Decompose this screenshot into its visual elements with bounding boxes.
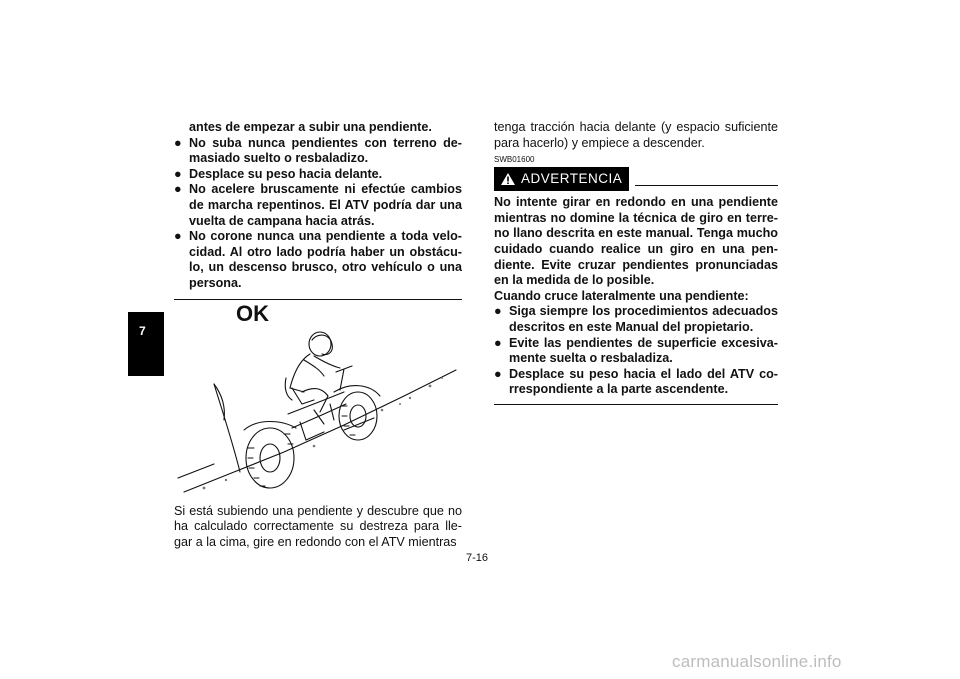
warning-end-rule bbox=[494, 404, 778, 405]
atv-rider-drawing bbox=[174, 300, 462, 498]
warning-header-line bbox=[635, 185, 778, 186]
bullet-icon: ● bbox=[174, 182, 182, 197]
warning-code: SWB01600 bbox=[494, 155, 535, 165]
left-column bbox=[174, 120, 462, 550]
list-item: ● Desplace su peso hacia delante. bbox=[174, 166, 383, 181]
list-item: ● No corone nunca una pendiente a toda velo-cidad. Al otro lado podría haber un obstácu-lo, un descenso brusco, otro vehículo o una persona. bbox=[174, 229, 462, 290]
bullet-icon: ● bbox=[174, 135, 182, 150]
intro-line: antes de empezar a subir una pendiente. bbox=[189, 120, 432, 134]
left-paragraph: Si está subiendo una pendiente y descubre que no ha calculado correctamente su destreza para lle-gar a la cima, gire en redondo con el ATV mientras bbox=[174, 503, 462, 549]
chapter-number: 7 bbox=[139, 324, 146, 338]
warning-icon bbox=[500, 172, 516, 186]
bullet-icon: ● bbox=[174, 229, 182, 244]
list-item: ● No acelere bruscamente ni efectúe cambios de marcha repentinos. El ATV podría dar una vuelta de campana hacia atrás. bbox=[174, 182, 462, 228]
illustration-label: OK bbox=[236, 300, 269, 326]
warning-label: ADVERTENCIA bbox=[521, 171, 623, 187]
bullet-icon: ● bbox=[174, 166, 182, 181]
list-item: ● Siga siempre los procedimientos adecuados descritos en este Manual del propietario. bbox=[494, 304, 778, 334]
warning-text: No intente girar en redondo en una pendiente mientras no domine la técnica de giro en terre-no llano descrita en este manual. Tenga mucho cuidado cuando realice un giro en una pen-diente. Evite cruzar pendientes pronunciadas en la medida de lo posible. bbox=[494, 195, 778, 288]
chapter-tab bbox=[128, 312, 164, 376]
right-paragraph: tenga tracción hacia delante (y espacio suficiente para hacerlo) y empiece a descender. bbox=[494, 120, 778, 150]
bullet-icon: ● bbox=[494, 335, 502, 350]
bullet-icon: ● bbox=[494, 366, 502, 381]
atv-hill-illustration bbox=[174, 300, 462, 498]
page-number: 7-16 bbox=[466, 552, 489, 564]
warning-header bbox=[494, 167, 778, 191]
list-item: ● No suba nunca pendientes con terreno de-masiado suelto o resbaladizo. bbox=[174, 135, 462, 166]
list-item: ● Evite las pendientes de superficie excesiva-mente suelta o resbaladiza. bbox=[494, 335, 778, 366]
right-column bbox=[494, 120, 778, 405]
watermark[interactable]: carmanualsonline.info bbox=[672, 652, 842, 671]
cross-heading: Cuando cruce lateralmente una pendiente: bbox=[494, 288, 749, 303]
warning-badge bbox=[494, 167, 629, 191]
list-item: ● Desplace su peso hacia el lado del ATV co-rrespondiente a la parte ascendente. bbox=[494, 366, 778, 397]
bullet-icon: ● bbox=[494, 304, 502, 319]
